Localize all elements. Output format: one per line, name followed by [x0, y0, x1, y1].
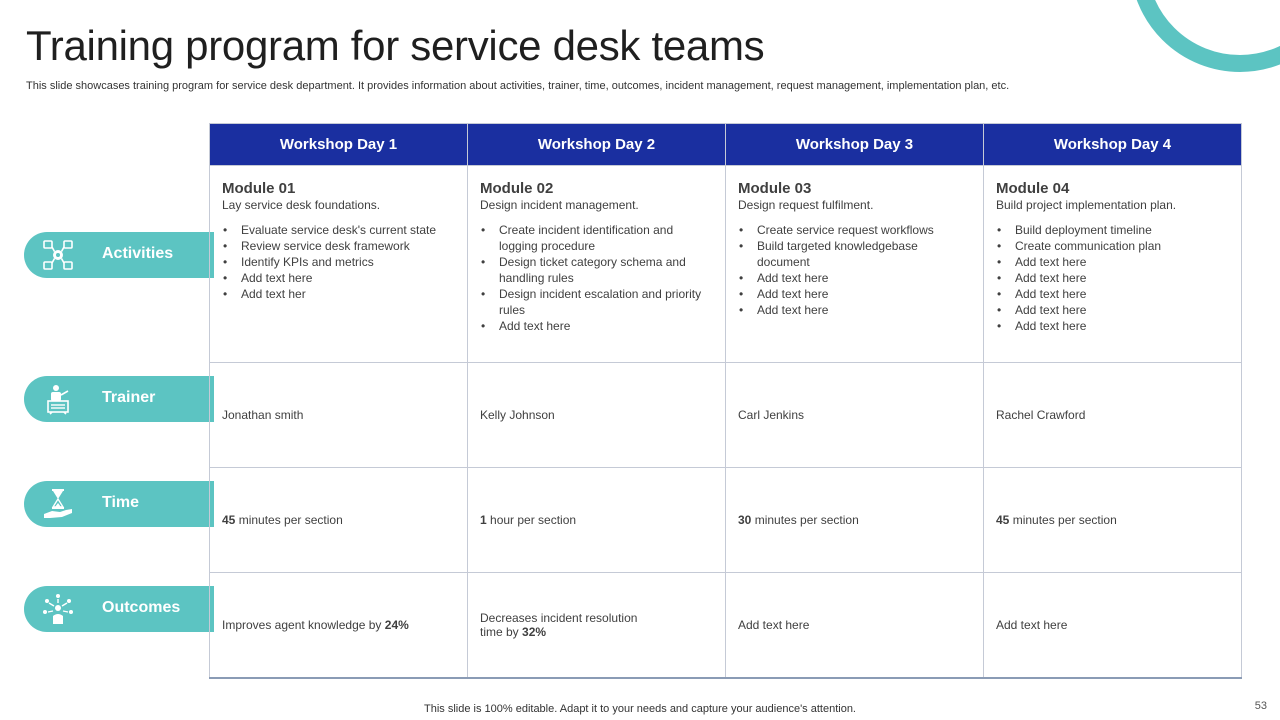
outcome-text: Decreases incident resolution: [480, 611, 638, 625]
time-value: 45: [996, 513, 1010, 527]
outcome-text: Add text here: [996, 618, 1068, 632]
module-subtitle: Lay service desk foundations.: [222, 198, 381, 212]
outcome-value: 24%: [384, 618, 409, 632]
list-item: • Add text here: [499, 318, 713, 334]
module-title: Module 03: [738, 180, 812, 197]
time-value: 30: [738, 513, 752, 527]
outcome-cell: [210, 573, 468, 679]
row-label-time: [24, 481, 214, 527]
outcome-text: Add text here: [738, 618, 810, 632]
row-label-trainer: [24, 376, 214, 422]
footer-note: This slide is 100% editable. Adapt it to your needs and capture your audience's attention.: [424, 703, 856, 715]
list-item: • Build deployment timeline: [1015, 222, 1229, 238]
list-item: • Add text here: [757, 270, 971, 286]
header-workshop-day-2: Workshop Day 2: [468, 124, 726, 166]
header-workshop-day-4: Workshop Day 4: [984, 124, 1242, 166]
activities-cell-day-1: [210, 166, 468, 363]
outcome-text: time by: [480, 625, 523, 639]
page-title: Training program for service desk teams: [26, 22, 765, 69]
trainer-cell: Kelly Johnson: [468, 363, 726, 468]
time-cell: [726, 468, 984, 573]
list-item: • Add text here: [1015, 254, 1229, 270]
time-cell: [984, 468, 1242, 573]
list-item: • Add text here: [757, 286, 971, 302]
header-workshop-day-1: Workshop Day 1: [210, 124, 468, 166]
outcome-cell: [726, 573, 984, 679]
module-title: Module 01: [222, 180, 296, 197]
activity-list: [480, 222, 713, 334]
outcome-text: Improves agent knowledge by: [222, 618, 385, 632]
list-item: • Design ticket category schema and handling rules: [499, 254, 713, 286]
time-row: [210, 468, 1242, 573]
time-cell: [468, 468, 726, 573]
hourglass-hand-icon: [42, 488, 74, 520]
page-number: 53: [1254, 700, 1267, 712]
activity-list: [222, 222, 455, 302]
outcome-cell: [468, 573, 726, 679]
list-item: • Create communication plan: [1015, 238, 1229, 254]
trainer-cell: Carl Jenkins: [726, 363, 984, 468]
row-label-text: Outcomes: [102, 599, 181, 616]
time-unit: minutes per section: [751, 513, 859, 527]
list-item: • Design incident escalation and priority rules: [499, 286, 713, 318]
module-subtitle: Build project implementation plan.: [996, 198, 1177, 212]
list-item: • Add text here: [1015, 270, 1229, 286]
trainer-row: [210, 363, 1242, 468]
training-schedule-table: [209, 123, 1242, 679]
module-subtitle: Design incident management.: [480, 198, 639, 212]
list-item: • Add text here: [1015, 286, 1229, 302]
list-item: • Create incident identification and logging procedure: [499, 222, 713, 254]
list-item: • Add text her: [241, 286, 455, 302]
trainer-cell: Jonathan smith: [210, 363, 468, 468]
person-goals-icon: [42, 593, 74, 625]
network-gear-icon: [42, 239, 74, 271]
activity-list: [996, 222, 1229, 334]
list-item: • Add text here: [241, 270, 455, 286]
row-label-text: Activities: [102, 245, 174, 262]
activity-list: [738, 222, 971, 318]
list-item: • Identify KPIs and metrics: [241, 254, 455, 270]
module-subtitle: Design request fulfilment.: [738, 198, 874, 212]
list-item: • Add text here: [1015, 302, 1229, 318]
activities-cell-day-4: [984, 166, 1242, 363]
outcomes-row: [210, 573, 1242, 679]
table-header-row: [210, 124, 1242, 166]
row-label-outcomes: [24, 586, 214, 632]
trainer-cell: Rachel Crawford: [984, 363, 1242, 468]
list-item: • Evaluate service desk's current state: [241, 222, 455, 238]
page-subtitle: This slide showcases training program for service desk department. It provides information about activities, trainer, time, outcomes, incident management, request management, implementation plan, etc.: [26, 80, 1010, 92]
row-label-activities: [24, 232, 214, 278]
module-title: Module 04: [996, 180, 1070, 197]
time-unit: hour per section: [486, 513, 577, 527]
time-value: 1: [480, 513, 487, 527]
activities-cell-day-3: [726, 166, 984, 363]
decorative-corner-arc: [1130, 0, 1280, 72]
header-workshop-day-3: Workshop Day 3: [726, 124, 984, 166]
module-title: Module 02: [480, 180, 554, 197]
time-unit: minutes per section: [1009, 513, 1117, 527]
row-label-text: Time: [102, 494, 140, 511]
list-item: • Build targeted knowledgebase document: [757, 238, 971, 270]
list-item: • Review service desk framework: [241, 238, 455, 254]
outcome-cell: [984, 573, 1242, 679]
list-item: • Create service request workflows: [757, 222, 971, 238]
activities-cell-day-2: [468, 166, 726, 363]
time-cell: [210, 468, 468, 573]
row-label-text: Trainer: [102, 389, 156, 406]
activities-row: [210, 166, 1242, 363]
time-unit: minutes per section: [235, 513, 343, 527]
list-item: • Add text here: [1015, 318, 1229, 334]
list-item: • Add text here: [757, 302, 971, 318]
outcome-value: 32%: [522, 625, 547, 639]
presenter-board-icon: [42, 383, 74, 415]
time-value: 45: [222, 513, 236, 527]
